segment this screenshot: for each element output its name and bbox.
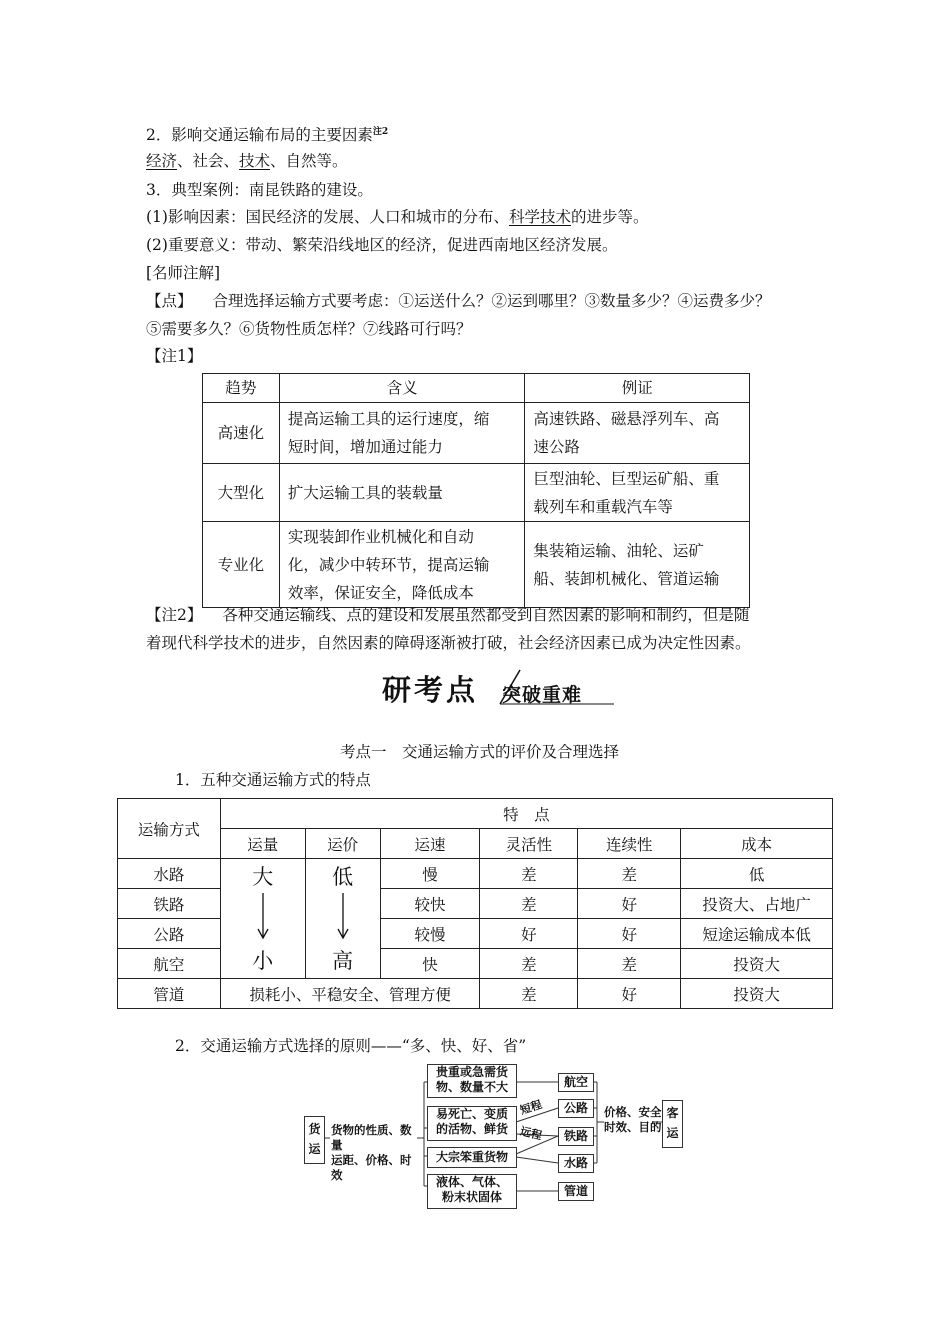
table-row: 专业化 实现装卸作业机械化和自动 化，减少中转环节，提高运输 效率，保证安全，降低成本 集装箱运输、油轮、运矿 船、装卸机械化、管道运输 — [203, 522, 750, 608]
mode-box-rail: 铁路 — [558, 1127, 594, 1146]
group-header: 特 点 — [220, 799, 832, 829]
note2-line-1: 【注2】 各种交通运输线、点的建设和发展虽然都受到自然因素的影响和制约，但是随 — [146, 606, 750, 624]
column-header: 运速 — [380, 829, 480, 859]
significance-line: (2)重要意义：带动、繁荣沿线地区的经济，促进西南地区经济发展。 — [146, 236, 618, 254]
section-banner — [382, 664, 622, 708]
price-gradient-cell: 低 高 — [305, 859, 380, 979]
banner-title: 研考点 — [382, 673, 479, 707]
column-header: 灵活性 — [480, 829, 578, 859]
table-row: 航空 快 差 差 投资大 — [118, 949, 833, 979]
short-distance-label: 短程 — [518, 1097, 544, 1118]
influence-line: (1)影响因素：国民经济的发展、人口和城市的分布、科学技术的进步等。 — [146, 208, 649, 226]
column-header: 连续性 — [578, 829, 681, 859]
goods-box: 易死亡、变质 的活物、鲜货 — [427, 1106, 517, 1141]
header-cell: 含义 — [279, 374, 525, 403]
table-row: 管道 损耗小、平稳安全、管理方便 差 好 投资大 — [118, 979, 833, 1009]
column-header: 运价 — [305, 829, 380, 859]
transport-mode-table — [117, 798, 833, 1009]
point-line-1: 【点】 合理选择运输方式要考虑：①运送什么？②运到哪里？③数量多少？④运费多少？ — [146, 292, 771, 310]
kaodian-sub2: 2．交通运输方式选择的原则——“多、快、好、省” — [175, 1037, 527, 1055]
factors-heading: 2．影响交通运输布局的主要因素$^{注2}$ — [146, 126, 389, 144]
goods-box: 大宗笨重货物 — [427, 1147, 517, 1168]
table-row: 水路 大 小 低 高 慢 差 差 低 — [118, 859, 833, 889]
mode-box-water: 水路 — [558, 1154, 594, 1173]
table-row: 公路 较慢 好 好 短途运输成本低 — [118, 919, 833, 949]
table-header-row — [118, 799, 833, 829]
banner-subtitle: 突破重难 — [502, 684, 583, 706]
kaodian-sub1: 1．五种交通运输方式的特点 — [175, 771, 371, 789]
notes-label: [名师注解] — [146, 264, 221, 282]
note-marker: 注2 — [372, 127, 389, 137]
column-header: 成本 — [681, 829, 833, 859]
mode-box-air: 航空 — [558, 1073, 594, 1092]
note2-line-2: 着现代科学技术的进步，自然因素的障碍逐渐被打破，社会经济因素已成为决定性因素。 — [146, 634, 751, 652]
mode-box-pipeline: 管道 — [558, 1182, 594, 1201]
table-header-row — [118, 829, 833, 859]
kaodian-title: 考点一 交通运输方式的评价及合理选择 — [340, 743, 620, 761]
case-heading: 3．典型案例：南昆铁路的建设。 — [146, 181, 373, 199]
mode-box-road: 公路 — [558, 1099, 594, 1118]
corner-cell: 运输方式 — [118, 799, 221, 859]
trend-table — [202, 373, 750, 608]
table-row: 铁路 较快 差 好 投资大、占地广 — [118, 889, 833, 919]
long-distance-label: 远程 — [518, 1124, 544, 1143]
passenger-box: 客运 — [662, 1100, 683, 1148]
down-arrow-icon — [333, 891, 353, 941]
factors-line: 经济、社会、技术、自然等。 — [146, 152, 348, 170]
goods-box: 液体、气体、 粉末状固体 — [427, 1174, 517, 1209]
down-arrow-icon — [253, 891, 273, 941]
goods-box: 贵重或急需货 物、数量不大 — [427, 1064, 517, 1098]
column-header: 运量 — [220, 829, 305, 859]
header-cell: 趋势 — [203, 374, 280, 403]
cargo-factors: 货物的性质、数量 运距、价格、时效 — [331, 1123, 412, 1182]
header-cell: 例证 — [525, 374, 750, 403]
table-row: 大型化 扩大运输工具的装载量 巨型油轮、巨型运矿船、重 载列车和重载汽车等 — [203, 464, 750, 522]
cargo-box: 货运 — [304, 1116, 325, 1164]
transport-selection-flowchart — [300, 1060, 690, 1210]
volume-gradient-cell: 大 小 — [220, 859, 305, 979]
table-row: 高速化 提高运输工具的运行速度，缩 短时间，增加通过能力 高速铁路、磁悬浮列车、高 速公路 — [203, 403, 750, 464]
note1-tag: 【注1】 — [146, 347, 203, 365]
passenger-factors: 价格、安全 时效、目的 — [604, 1105, 662, 1134]
table-header-row — [203, 374, 750, 403]
point-line-2: ⑤需要多久？⑥货物性质怎样？⑦线路可行吗？ — [146, 320, 472, 338]
